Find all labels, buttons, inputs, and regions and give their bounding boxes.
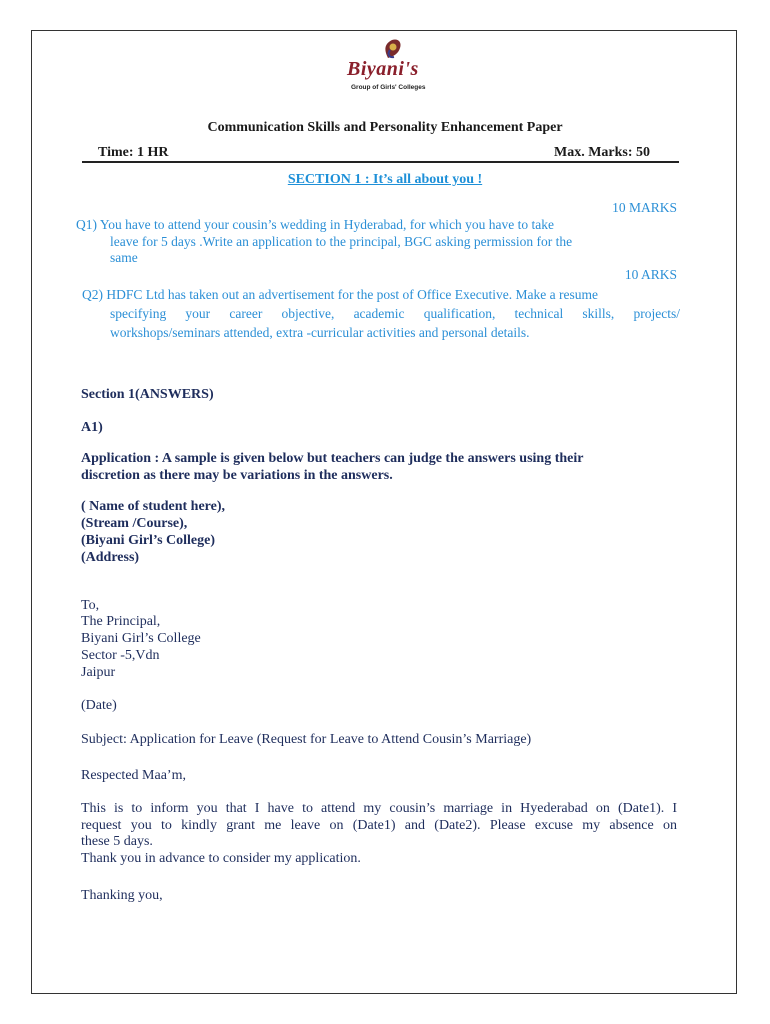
time-label: Time: 1 HR [98, 145, 169, 160]
q1-line-1: Q1) You have to attend your cousin’s wedding in Hyderabad, for which you have to take [76, 217, 555, 232]
logo-name: Biyani's [347, 58, 419, 80]
sender-line-4: (Address) [81, 550, 140, 565]
letter-date: (Date) [81, 698, 117, 713]
recipient-line-3: Biyani Girl’s College [81, 631, 201, 646]
sender-line-3: (Biyani Girl’s College) [81, 533, 216, 548]
header-rule [82, 161, 679, 163]
sender-line-1: ( Name of student here), [81, 499, 225, 514]
body-line-2: request you to kindly grant me leave on (Date1) and (Date2). Please excuse my absence on [81, 818, 677, 833]
letter-salutation: Respected Maa’m, [81, 768, 186, 783]
logo-tagline: Group of Girls' Colleges [351, 84, 426, 91]
paper-title: Communication Skills and Personality Enhancement Paper [207, 120, 563, 135]
body-line-4: Thank you in advance to consider my application. [81, 851, 361, 866]
body-line-3: these 5 days. [81, 834, 153, 849]
recipient-line-5: Jaipur [81, 665, 116, 680]
section-1-heading: SECTION 1 : It’s all about you ! [287, 172, 483, 187]
note-line-2: discretion as there may be variations in the answers. [81, 468, 393, 483]
q2-line-3: workshops/seminars attended, extra -curricular activities and personal details. [110, 325, 530, 340]
q1-marks: 10 MARKS [612, 200, 677, 215]
body-line-1: This is to inform you that I have to attend my cousin’s marriage in Hyederabad on (Date1). I [81, 801, 677, 816]
q2-line-1: Q2) HDFC Ltd has taken out an advertisement for the post of Office Executive. Make a resume [82, 287, 598, 302]
a1-label: A1) [81, 420, 103, 435]
recipient-line-2: The Principal, [81, 614, 161, 629]
q1-line-3: same [110, 250, 138, 265]
recipient-line-1: To, [81, 598, 100, 613]
letter-subject: Subject: Application for Leave (Request for Leave to Attend Cousin’s Marriage) [81, 732, 532, 747]
q1-line-2: leave for 5 days .Write an application to the principal, BGC asking permission for the [110, 234, 573, 249]
recipient-line-4: Sector -5,Vdn [81, 648, 160, 663]
note-line-1: Application : A sample is given below but teachers can judge the answers using their [81, 451, 584, 466]
answers-heading: Section 1(ANSWERS) [81, 387, 214, 402]
q2-line-2: specifying your career objective, academic qualification, technical skills, projects/ [110, 306, 680, 321]
sender-line-2: (Stream /Course), [81, 516, 188, 531]
letter-closing: Thanking you, [81, 888, 163, 903]
max-marks-label: Max. Marks: 50 [554, 145, 651, 160]
q2-marks: 10 ARKS [624, 267, 677, 282]
